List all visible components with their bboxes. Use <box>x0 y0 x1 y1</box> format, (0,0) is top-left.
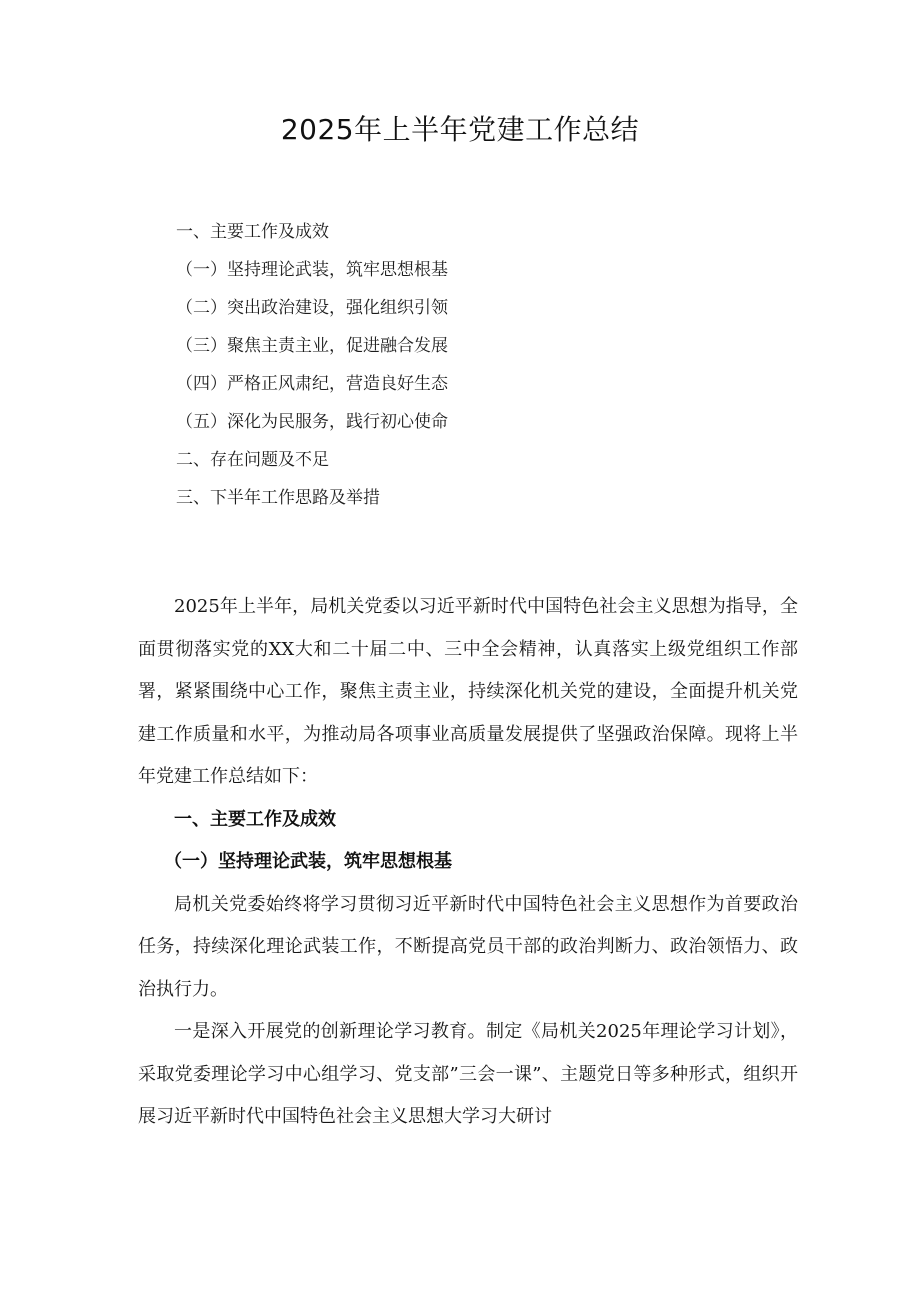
point-paragraph: 一是深入开展党的创新理论学习教育。制定《局机关2025年理论学习计划》，采取党委理论学习中心组学习、党支部”三会一课”、主题党日等多种形式，组织开展习近平新时代中国特色社会主义思想大学习大研讨 <box>138 1021 798 1127</box>
subsection-heading: （一）坚持理论武装，筑牢思想根基 <box>164 851 452 872</box>
toc-item: 一、主要工作及成效 <box>176 222 329 242</box>
toc-item: （一）坚持理论武装，筑牢思想根基 <box>176 260 448 280</box>
table-of-contents <box>176 218 776 522</box>
toc-item: （四）严格正风肃纪，营造良好生态 <box>176 374 448 394</box>
toc-item: 二、存在问题及不足 <box>176 450 329 470</box>
document-body <box>138 586 798 1139</box>
subsection-paragraph: 局机关党委始终将学习贯彻习近平新时代中国特色社会主义思想作为首要政治任务，持续深化理论武装工作，不断提高党员干部的政治判断力、政治领悟力、政治执行力。 <box>138 893 798 1000</box>
section-heading: 一、主要工作及成效 <box>174 808 336 830</box>
toc-item: （五）深化为民服务，践行初心使命 <box>176 412 448 432</box>
intro-paragraph: 2025年上半年，局机关党委以习近平新时代中国特色社会主义思想为指导，全面贯彻落实党的XX大和二十届二中、三中全会精神，认真落实上级党组织工作部署，紧紧围绕中心工作，聚焦主责主业，持续深化机关党的建设，全面提升机关党建工作质量和水平，为推动局各项事业高质量发展提供了坚强政治保障。现将上半年党建工作总结如下： <box>138 596 798 787</box>
toc-item: 三、下半年工作思路及举措 <box>176 488 380 508</box>
toc-item: （三）聚焦主责主业，促进融合发展 <box>176 336 448 356</box>
document-title: 2025年上半年党建工作总结 <box>280 113 640 146</box>
toc-item: （二）突出政治建设，强化组织引领 <box>176 298 448 318</box>
